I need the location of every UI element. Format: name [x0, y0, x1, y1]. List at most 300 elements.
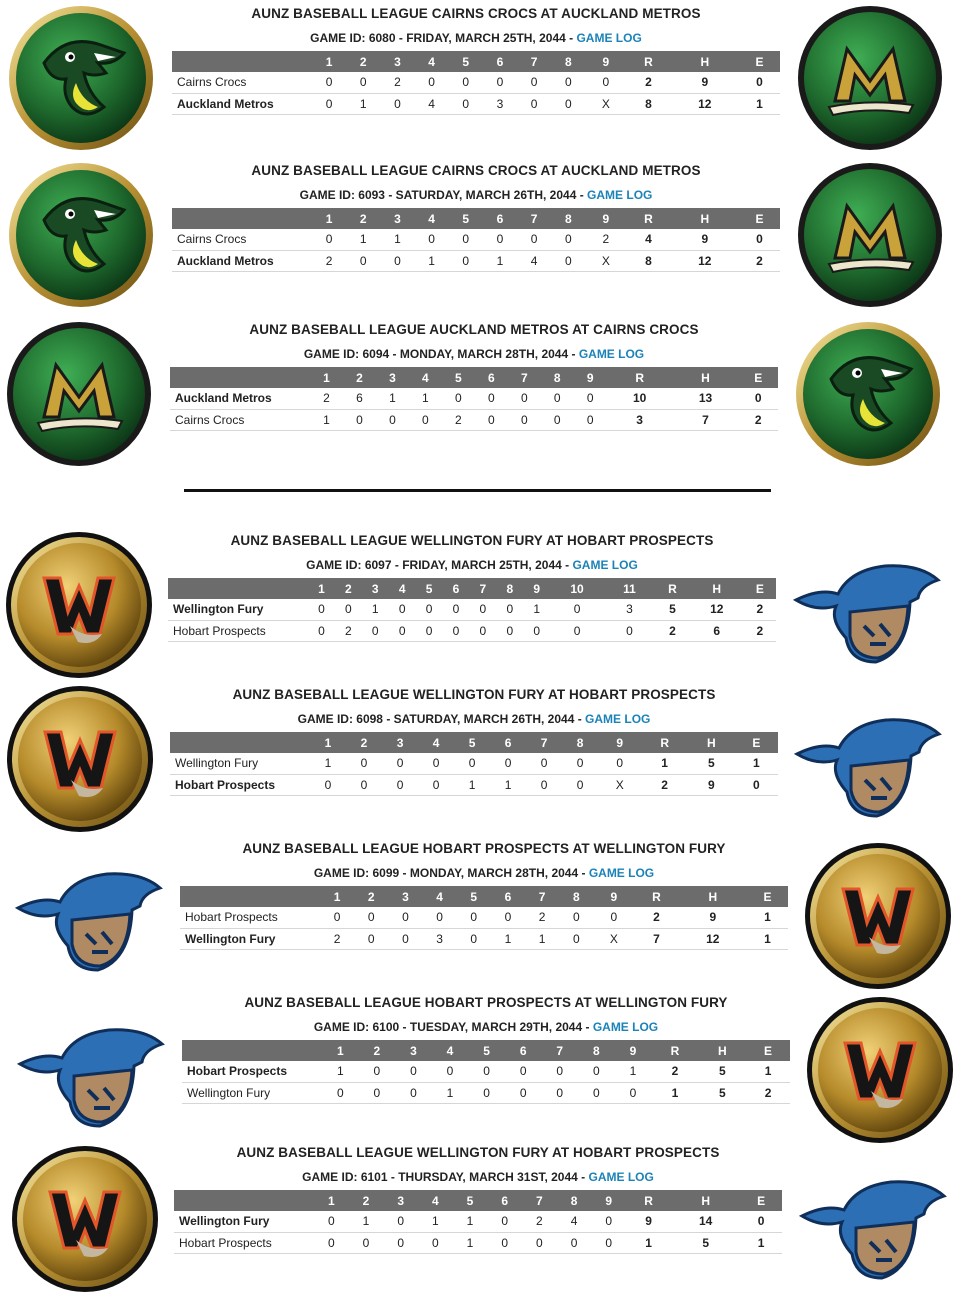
scoreboard	[182, 992, 790, 1104]
hits-total: 13	[673, 388, 739, 409]
inning-header: 3	[388, 886, 422, 907]
inning-score: 0	[551, 93, 585, 114]
runs-total: 2	[655, 620, 690, 641]
hits-total: 5	[688, 753, 735, 774]
hits-total: 14	[671, 1211, 740, 1232]
inning-score: 1	[490, 774, 526, 795]
wellington-fury-logo	[805, 995, 955, 1145]
right-logo	[795, 3, 945, 153]
rhe-header: R	[626, 1190, 671, 1211]
inning-score: 2	[442, 409, 475, 430]
inning-score: 0	[541, 1061, 578, 1082]
inning-header: 2	[359, 1040, 396, 1061]
table-row	[182, 1061, 790, 1082]
hits-total: 6	[690, 620, 744, 641]
inning-score: 0	[491, 907, 525, 928]
errors-total: 1	[735, 753, 778, 774]
inning-score: 0	[508, 409, 541, 430]
game-subtitle	[180, 860, 788, 886]
inning-score: 0	[454, 753, 490, 774]
game-id-line: GAME ID: 6080 - FRIDAY, MARCH 25TH, 2044 -	[310, 31, 577, 45]
inning-score: 0	[574, 388, 607, 409]
game-title: AUNZ BASEBALL LEAGUE WELLINGTON FURY AT HOBART PROSPECTS	[230, 533, 714, 548]
inning-score: 0	[415, 72, 449, 93]
hits-total: 12	[679, 928, 747, 949]
errors-total: 0	[740, 1211, 782, 1232]
inning-header: 2	[346, 732, 382, 753]
team-column-header	[170, 367, 310, 388]
inning-score: 0	[457, 928, 491, 949]
cairns-crocs-logo	[793, 319, 943, 469]
inning-score: 0	[442, 388, 475, 409]
inning-score: 1	[310, 409, 343, 430]
inning-score: 0	[354, 928, 388, 949]
inning-score: 1	[346, 229, 380, 250]
inning-score: 0	[526, 753, 562, 774]
game-6098	[0, 684, 959, 834]
team-name: Hobart Prospects	[180, 907, 320, 928]
inning-score: 0	[574, 409, 607, 430]
game-id-line: GAME ID: 6094 - MONDAY, MARCH 28TH, 2044 -	[303, 347, 579, 361]
game-6080	[0, 3, 959, 153]
inning-score: 0	[593, 907, 634, 928]
rhe-header: R	[626, 208, 670, 229]
right-logo	[796, 1156, 946, 1297]
inning-score: 0	[346, 72, 380, 93]
inning-header: 5	[468, 1040, 505, 1061]
inning-score: 2	[380, 72, 414, 93]
rhe-header: H	[671, 51, 739, 72]
inning-score: 1	[453, 1232, 488, 1253]
inning-score: 0	[468, 1061, 505, 1082]
errors-total: 2	[744, 599, 776, 620]
inning-score: 0	[343, 409, 376, 430]
team-name: Auckland Metros	[170, 388, 310, 409]
inning-score: 0	[418, 753, 454, 774]
inning-header: 4	[423, 886, 457, 907]
right-logo	[791, 694, 941, 844]
left-logo	[14, 1004, 164, 1154]
errors-total: 0	[738, 388, 778, 409]
scoreboard	[174, 1142, 782, 1254]
inning-header: 6	[443, 578, 470, 599]
inning-header: 2	[335, 578, 362, 599]
game-title: AUNZ BASEBALL LEAGUE HOBART PROSPECTS AT WELLINGTON FURY	[244, 995, 728, 1010]
left-logo	[4, 530, 154, 680]
inning-score: 0	[469, 620, 496, 641]
inning-score: 0	[346, 753, 382, 774]
table-body	[182, 1061, 790, 1103]
inning-header: 5	[416, 578, 443, 599]
hobart-prospects-logo	[796, 1156, 951, 1286]
table-row	[170, 774, 778, 795]
inning-score: 0	[496, 620, 523, 641]
inning-score: 0	[541, 388, 574, 409]
inning-score: 3	[483, 93, 517, 114]
inning-score: 2	[522, 1211, 557, 1232]
inning-header: 5	[442, 367, 475, 388]
rhe-header: H	[671, 1190, 740, 1211]
inning-header: 8	[578, 1040, 615, 1061]
header-row	[170, 367, 778, 388]
game-subtitle	[170, 341, 778, 367]
team-column-header	[170, 732, 310, 753]
inning-score: 0	[314, 1211, 349, 1232]
inning-header: 2	[354, 886, 388, 907]
game-6099	[0, 838, 959, 988]
game-title: AUNZ BASEBALL LEAGUE WELLINGTON FURY AT HOBART PROSPECTS	[232, 687, 716, 702]
hits-total: 12	[690, 599, 744, 620]
game-id-line: GAME ID: 6099 - MONDAY, MARCH 28TH, 2044 -	[313, 866, 589, 880]
right-logo	[790, 540, 940, 690]
rhe-header: E	[739, 208, 780, 229]
inning-score: 0	[508, 388, 541, 409]
inning-score: 0	[416, 620, 443, 641]
right-logo	[793, 319, 943, 469]
inning-score: 0	[517, 72, 551, 93]
header-row	[172, 51, 780, 72]
right-logo	[805, 995, 955, 1145]
game-log-link[interactable]: GAME LOG	[588, 866, 655, 880]
runs-total: 2	[634, 907, 678, 928]
inning-score: 1	[362, 599, 389, 620]
inning-score: 0	[551, 72, 585, 93]
inning-score: 1	[380, 229, 414, 250]
runs-total: 10	[607, 388, 673, 409]
inning-score: 0	[475, 388, 508, 409]
inning-score: X	[593, 928, 634, 949]
scoreboard	[170, 684, 778, 796]
inning-score: 0	[416, 599, 443, 620]
team-name: Hobart Prospects	[168, 620, 308, 641]
inning-score: 1	[483, 250, 517, 271]
game-id-line: GAME ID: 6100 - TUESDAY, MARCH 29TH, 2044 -	[313, 1020, 593, 1034]
errors-total: 1	[747, 928, 788, 949]
inning-score: 2	[335, 620, 362, 641]
game-subtitle	[182, 1014, 790, 1040]
rhe-header: E	[740, 1190, 782, 1211]
rhe-header: R	[651, 1040, 698, 1061]
inning-score: 0	[443, 620, 470, 641]
wellington-fury-logo	[10, 1144, 160, 1294]
rhe-header: E	[738, 367, 778, 388]
inning-score: X	[598, 774, 641, 795]
inning-score: 0	[322, 1082, 359, 1103]
inning-score: 2	[320, 928, 354, 949]
inning-header: 7	[469, 578, 496, 599]
inning-score: 0	[443, 599, 470, 620]
inning-score: 0	[389, 599, 416, 620]
runs-total: 3	[607, 409, 673, 430]
inning-header: 6	[505, 1040, 542, 1061]
inning-score: 0	[423, 907, 457, 928]
inning-header: 4	[409, 367, 442, 388]
inning-header: 3	[380, 51, 414, 72]
inning-score: 0	[359, 1061, 396, 1082]
inning-score: 1	[454, 774, 490, 795]
box-score-table	[168, 578, 776, 642]
inning-header: 5	[454, 732, 490, 753]
inning-score: 0	[559, 928, 593, 949]
errors-total: 0	[739, 229, 780, 250]
wellington-fury-logo	[803, 841, 953, 991]
rhe-header: H	[679, 886, 747, 907]
inning-score: 0	[505, 1061, 542, 1082]
inning-score: 0	[346, 250, 380, 271]
scoreboard	[180, 838, 788, 950]
section-divider	[184, 489, 771, 492]
inning-header: 7	[517, 51, 551, 72]
inning-score: 0	[469, 599, 496, 620]
game-log-link[interactable]: GAME LOG	[592, 1020, 659, 1034]
rhe-header: E	[747, 886, 788, 907]
runs-total: 8	[626, 93, 670, 114]
inning-header: 9	[593, 886, 634, 907]
inning-header: 6	[483, 208, 517, 229]
scoreboard	[172, 160, 780, 272]
cairns-crocs-logo	[6, 160, 156, 310]
inning-score: 0	[487, 1211, 522, 1232]
inning-score: 0	[409, 409, 442, 430]
inning-header: 5	[449, 51, 483, 72]
game-subtitle	[170, 706, 778, 732]
inning-score: 2	[585, 229, 626, 250]
errors-total: 2	[738, 409, 778, 430]
inning-score: 0	[320, 907, 354, 928]
rhe-header: E	[744, 578, 776, 599]
game-6094	[0, 319, 959, 469]
game-log-link[interactable]: GAME LOG	[576, 31, 642, 45]
inning-score: 0	[541, 409, 574, 430]
inning-header: 3	[395, 1040, 432, 1061]
inning-score: 0	[551, 250, 585, 271]
hobart-prospects-logo	[790, 540, 945, 670]
inning-score: 0	[562, 753, 598, 774]
table-row	[180, 907, 788, 928]
inning-score: 0	[496, 599, 523, 620]
inning-score: 4	[557, 1211, 592, 1232]
game-title: AUNZ BASEBALL LEAGUE CAIRNS CROCS AT AUCKLAND METROS	[251, 6, 701, 21]
scoreboard	[172, 3, 780, 115]
scoreboard	[170, 319, 778, 431]
table-body	[170, 753, 778, 795]
inning-score: 1	[523, 599, 550, 620]
team-name: Auckland Metros	[172, 250, 312, 271]
box-score-table	[180, 886, 788, 950]
inning-score: 0	[483, 229, 517, 250]
inning-header: 7	[526, 732, 562, 753]
inning-score: 0	[522, 1232, 557, 1253]
inning-score: 0	[312, 229, 346, 250]
game-title: AUNZ BASEBALL LEAGUE AUCKLAND METROS AT CAIRNS CROCS	[249, 322, 699, 337]
inning-score: 0	[523, 620, 550, 641]
game-log-link[interactable]: GAME LOG	[585, 712, 651, 726]
inning-score: 0	[598, 753, 641, 774]
header-row	[174, 1190, 782, 1211]
inning-score: 0	[578, 1061, 615, 1082]
inning-score: 0	[517, 93, 551, 114]
inning-score: 0	[310, 774, 346, 795]
rhe-header: H	[673, 367, 739, 388]
left-logo	[6, 160, 156, 310]
inning-score: 0	[415, 229, 449, 250]
team-column-header	[174, 1190, 314, 1211]
errors-total: 0	[735, 774, 778, 795]
inning-header: 1	[308, 578, 335, 599]
errors-total: 1	[747, 907, 788, 928]
errors-total: 2	[744, 620, 776, 641]
header-row	[180, 886, 788, 907]
game-log-link[interactable]: GAME LOG	[588, 1170, 654, 1184]
rhe-header: E	[735, 732, 778, 753]
inning-header: 5	[453, 1190, 488, 1211]
runs-total: 2	[641, 774, 688, 795]
inning-header: 8	[551, 51, 585, 72]
team-column-header	[172, 51, 312, 72]
inning-header: 6	[490, 732, 526, 753]
hits-total: 9	[688, 774, 735, 795]
table-body	[168, 599, 776, 641]
inning-score: 0	[468, 1082, 505, 1103]
game-id-line: GAME ID: 6098 - SATURDAY, MARCH 26TH, 2044 -	[297, 712, 586, 726]
left-logo	[5, 684, 155, 834]
team-name: Wellington Fury	[174, 1211, 314, 1232]
inning-score: 1	[453, 1211, 488, 1232]
hits-total: 5	[699, 1061, 746, 1082]
wellington-fury-logo	[4, 530, 154, 680]
game-log-link[interactable]: GAME LOG	[578, 347, 645, 361]
table-row	[170, 388, 778, 409]
inning-score: 1	[418, 1211, 453, 1232]
inning-score: 0	[475, 409, 508, 430]
inning-score: 0	[604, 620, 655, 641]
table-row	[182, 1082, 790, 1103]
inning-header: 3	[362, 578, 389, 599]
inning-score: 0	[380, 93, 414, 114]
inning-header: 11	[604, 578, 655, 599]
rhe-header: R	[626, 51, 670, 72]
table-row	[170, 409, 778, 430]
team-name: Cairns Crocs	[172, 229, 312, 250]
errors-total: 1	[739, 93, 780, 114]
inning-score: 0	[395, 1061, 432, 1082]
table-row	[174, 1211, 782, 1232]
inning-score: 0	[382, 774, 418, 795]
team-column-header	[180, 886, 320, 907]
team-name: Cairns Crocs	[170, 409, 310, 430]
inning-header: 6	[475, 367, 508, 388]
inning-score: 0	[615, 1082, 652, 1103]
inning-header: 4	[415, 208, 449, 229]
inning-score: X	[585, 250, 626, 271]
header-row	[168, 578, 776, 599]
team-column-header	[172, 208, 312, 229]
inning-score: 0	[308, 599, 335, 620]
inning-score: 0	[541, 1082, 578, 1103]
inning-score: 0	[585, 72, 626, 93]
runs-total: 7	[634, 928, 678, 949]
inning-header: 3	[376, 367, 409, 388]
inning-score: 0	[432, 1061, 469, 1082]
inning-score: 1	[310, 753, 346, 774]
hits-total: 5	[671, 1232, 740, 1253]
table-row	[168, 599, 776, 620]
wellington-fury-logo	[5, 684, 155, 834]
inning-score: 0	[449, 93, 483, 114]
game-6093	[0, 160, 959, 310]
errors-total: 1	[746, 1061, 790, 1082]
box-score-table	[172, 51, 780, 115]
game-6097	[0, 530, 959, 680]
errors-total: 2	[739, 250, 780, 271]
inning-header: 6	[491, 886, 525, 907]
runs-total: 8	[626, 250, 670, 271]
table-row	[168, 620, 776, 641]
inning-header: 4	[432, 1040, 469, 1061]
game-6100	[0, 992, 959, 1142]
game-log-link[interactable]: GAME LOG	[572, 558, 638, 572]
inning-header: 9	[598, 732, 641, 753]
rhe-header: H	[690, 578, 744, 599]
inning-score: 0	[389, 620, 416, 641]
inning-header: 5	[449, 208, 483, 229]
hits-total: 7	[673, 409, 739, 430]
rhe-header: H	[688, 732, 735, 753]
hits-total: 9	[671, 229, 739, 250]
inning-score: 0	[362, 620, 389, 641]
inning-score: 0	[578, 1082, 615, 1103]
inning-header: 7	[508, 367, 541, 388]
inning-score: 1	[376, 388, 409, 409]
errors-total: 2	[746, 1082, 790, 1103]
inning-score: 0	[314, 1232, 349, 1253]
hits-total: 12	[671, 250, 739, 271]
inning-header: 9	[615, 1040, 652, 1061]
table-row	[170, 753, 778, 774]
inning-header: 2	[349, 1190, 384, 1211]
game-log-link[interactable]: GAME LOG	[587, 188, 653, 202]
inning-header: 1	[322, 1040, 359, 1061]
table-row	[172, 93, 780, 114]
table-body	[174, 1211, 782, 1253]
runs-total: 9	[626, 1211, 671, 1232]
inning-score: 0	[550, 620, 604, 641]
runs-total: 4	[626, 229, 670, 250]
header-row	[172, 208, 780, 229]
right-logo	[803, 841, 953, 991]
table-row	[172, 250, 780, 271]
rhe-header: H	[699, 1040, 746, 1061]
inning-score: 1	[432, 1082, 469, 1103]
game-title: AUNZ BASEBALL LEAGUE CAIRNS CROCS AT AUCKLAND METROS	[251, 163, 701, 178]
inning-header: 1	[310, 732, 346, 753]
inning-score: 0	[505, 1082, 542, 1103]
inning-header: 7	[525, 886, 559, 907]
inning-header: 4	[415, 51, 449, 72]
inning-header: 1	[312, 208, 346, 229]
inning-header: 1	[310, 367, 343, 388]
box-score-table	[170, 732, 778, 796]
table-row	[172, 72, 780, 93]
inning-header: 9	[591, 1190, 626, 1211]
inning-score: 0	[388, 928, 422, 949]
inning-header: 8	[551, 208, 585, 229]
inning-score: 0	[312, 93, 346, 114]
rhe-header: H	[671, 208, 739, 229]
team-name: Wellington Fury	[180, 928, 320, 949]
hobart-prospects-logo	[14, 1004, 169, 1134]
team-name: Hobart Prospects	[170, 774, 310, 795]
